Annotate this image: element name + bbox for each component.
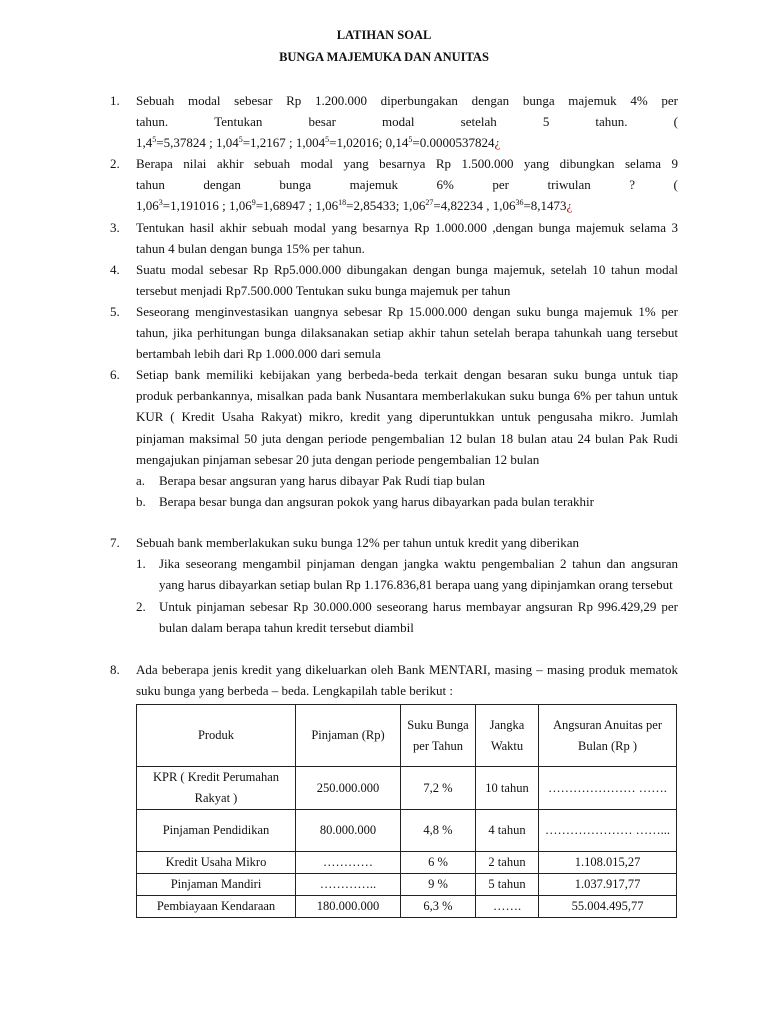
table-cell: ………….. xyxy=(296,874,401,896)
header-jangka-waktu: Jangka Waktu xyxy=(476,705,539,767)
question-text: Ada beberapa jenis kredit yang dikeluarkan oleh Bank MENTARI, masing – masing produk mematok suku bunga yang berbeda – beda. Lengkapilah table berikut : xyxy=(136,662,678,699)
header-suku-bunga: Suku Bunga per Tahun xyxy=(401,705,476,767)
header-angsuran: Angsuran Anuitas per Bulan (Rp ) xyxy=(539,705,677,767)
worksheet-subtitle: BUNGA MAJEMUKA DAN ANUITAS xyxy=(279,50,489,64)
table-cell: 80.000.000 xyxy=(296,810,401,852)
table-cell: 55.004.495,77 xyxy=(539,896,677,918)
question-8 xyxy=(110,659,678,701)
question-number: 2. xyxy=(110,156,120,171)
sub-question-1: 1. Jika seseorang mengambil pinjaman dengan jangka waktu pengembalian 2 tahun dan angsuran yang harus dibayarkan setiap bulan Rp 1.176.836,81 berapa uang yang dipinjamkan orang tersebut xyxy=(136,556,678,593)
sub-question-a: a. Berapa besar angsuran yang harus dibayar Pak Rudi tiap bulan xyxy=(136,473,485,489)
table-row xyxy=(137,852,677,874)
hint-formula: 1,4 $^5$ =5,37824 ; 1,04 $^5$ =1,2167 ; 1,004 $^5$ =1,02016; 0,14 $^5$ =0.0000537824 ¿ xyxy=(136,135,501,151)
sub-question-b: b. Berapa besar bunga dan angsuran pokok yang harus dibayarkan pada bulan terakhir xyxy=(136,494,594,510)
question-text-line: tahun dengan bunga majemuk 6% per triwulan ? ( xyxy=(136,177,678,193)
table-row xyxy=(137,896,677,918)
table-cell: ………… xyxy=(296,852,401,874)
table-cell: Pinjaman Mandiri xyxy=(137,874,296,896)
table-cell: 5 tahun xyxy=(476,874,539,896)
question-text: Sebuah modal sebesar Rp 1.200.000 diperbungakan dengan bunga majemuk 4% per xyxy=(136,93,678,108)
question-7 xyxy=(110,532,678,638)
question-text-line: tahun. Tentukan besar modal setelah 5 tahun. ( xyxy=(136,114,678,130)
table-row xyxy=(137,767,677,810)
table-cell: 180.000.000 xyxy=(296,896,401,918)
table-cell: 4,8 % xyxy=(401,810,476,852)
question-number: 3. xyxy=(110,220,120,235)
question-text: Suatu modal sebesar Rp Rp5.000.000 dibungakan dengan bunga majemuk, setelah 10 tahun modal tersebut menjadi Rp7.500.000 Tentukan suku bunga majemuk per tahun xyxy=(136,262,678,299)
table-cell: Pembiayaan Kendaraan xyxy=(137,896,296,918)
question-6 xyxy=(110,364,678,512)
question-number: 1. xyxy=(110,93,120,108)
table-cell: Pinjaman Pendidikan xyxy=(137,810,296,852)
question-number: 7. xyxy=(110,535,120,550)
worksheet-title: LATIHAN SOAL xyxy=(336,28,432,42)
credit-table xyxy=(136,704,677,918)
table-cell: 1.108.015,27 xyxy=(539,852,677,874)
hint-formula: 1,06 $^3$ =1,191016 ; 1,06 $^9$ =1,68947 ; 1,06 $^{18}$ =2,85433; 1,06 $^{27}$ =4,82234 , 1,06 $^{36}$ =8,1473 ¿ xyxy=(136,198,573,214)
table-row xyxy=(137,810,677,852)
table-cell: 4 tahun xyxy=(476,810,539,852)
question-text: Setiap bank memiliki kebijakan yang berbeda-beda terkait dengan besaran suku bunga untuk tiap produk perbankannya, misalkan pada bank Nusantara memberlakukan suku bunga 6% per tahun untuk KUR ( Kredit Usaha Rakyat) mikro, kredit yang diperuntukkan untuk pengusaha mikro. Jumlah pinjaman maksimal 50 juta dengan periode pengembalian 12 bulan 18 bulan atau 24 bulan Pak Rudi mengajukan pinjaman sebesar 20 juta dengan periode pengembalian 12 bulan xyxy=(136,367,678,467)
question-2 xyxy=(110,153,678,217)
question-text: Sebuah bank memberlakukan suku bunga 12% per tahun untuk kredit yang diberikan xyxy=(136,535,579,550)
sub-question-2: 2. Untuk pinjaman sebesar Rp 30.000.000 seseorang harus membayar angsuran Rp 996.429,29 per bulan dalam berapa tahun kredit tersebut diambil xyxy=(136,598,678,635)
question-number: 5. xyxy=(110,304,120,319)
table-cell: 6,3 % xyxy=(401,896,476,918)
table-cell: Kredit Usaha Mikro xyxy=(137,852,296,874)
question-1 xyxy=(110,90,678,154)
table-cell: ……. xyxy=(476,896,539,918)
table-row xyxy=(137,874,677,896)
table-cell: KPR ( Kredit Perumahan Rakyat ) xyxy=(137,767,296,810)
table-cell: 250.000.000 xyxy=(296,767,401,810)
table-cell: 2 tahun xyxy=(476,852,539,874)
table-cell: ………………… ……... xyxy=(539,810,677,852)
question-number: 8. xyxy=(110,662,120,677)
table-cell: 10 tahun xyxy=(476,767,539,810)
table-cell: 9 % xyxy=(401,874,476,896)
question-3 xyxy=(110,217,678,259)
header-produk: Produk xyxy=(137,705,296,767)
question-text: Berapa nilai akhir sebuah modal yang besarnya Rp 1.500.000 yang dibungkan selama 9 xyxy=(136,156,678,171)
header-pinjaman: Pinjaman (Rp) xyxy=(296,705,401,767)
question-number: 4. xyxy=(110,262,120,277)
question-4 xyxy=(110,259,678,301)
question-number: 6. xyxy=(110,367,120,382)
table-cell: 6 % xyxy=(401,852,476,874)
question-text: Tentukan hasil akhir sebuah modal yang besarnya Rp 1.000.000 ,dengan bunga majemuk selama 3 tahun 4 bulan dengan bunga 15% per tahun. xyxy=(136,220,678,257)
table-header-row xyxy=(137,705,677,767)
question-5 xyxy=(110,301,678,365)
question-text: Seseorang menginvestasikan uangnya sebesar Rp 15.000.000 dengan suku bunga majemuk 1% per tahun, jika perhitungan bunga dilaksanakan setiap akhir tahun setelah berapa tahunkah uang tersebut bertambah lebih dari Rp 1.000.000 dari semula xyxy=(136,304,678,362)
table-cell: ………………… ……. xyxy=(539,767,677,810)
table-cell: 7,2 % xyxy=(401,767,476,810)
table-cell: 1.037.917,77 xyxy=(539,874,677,896)
